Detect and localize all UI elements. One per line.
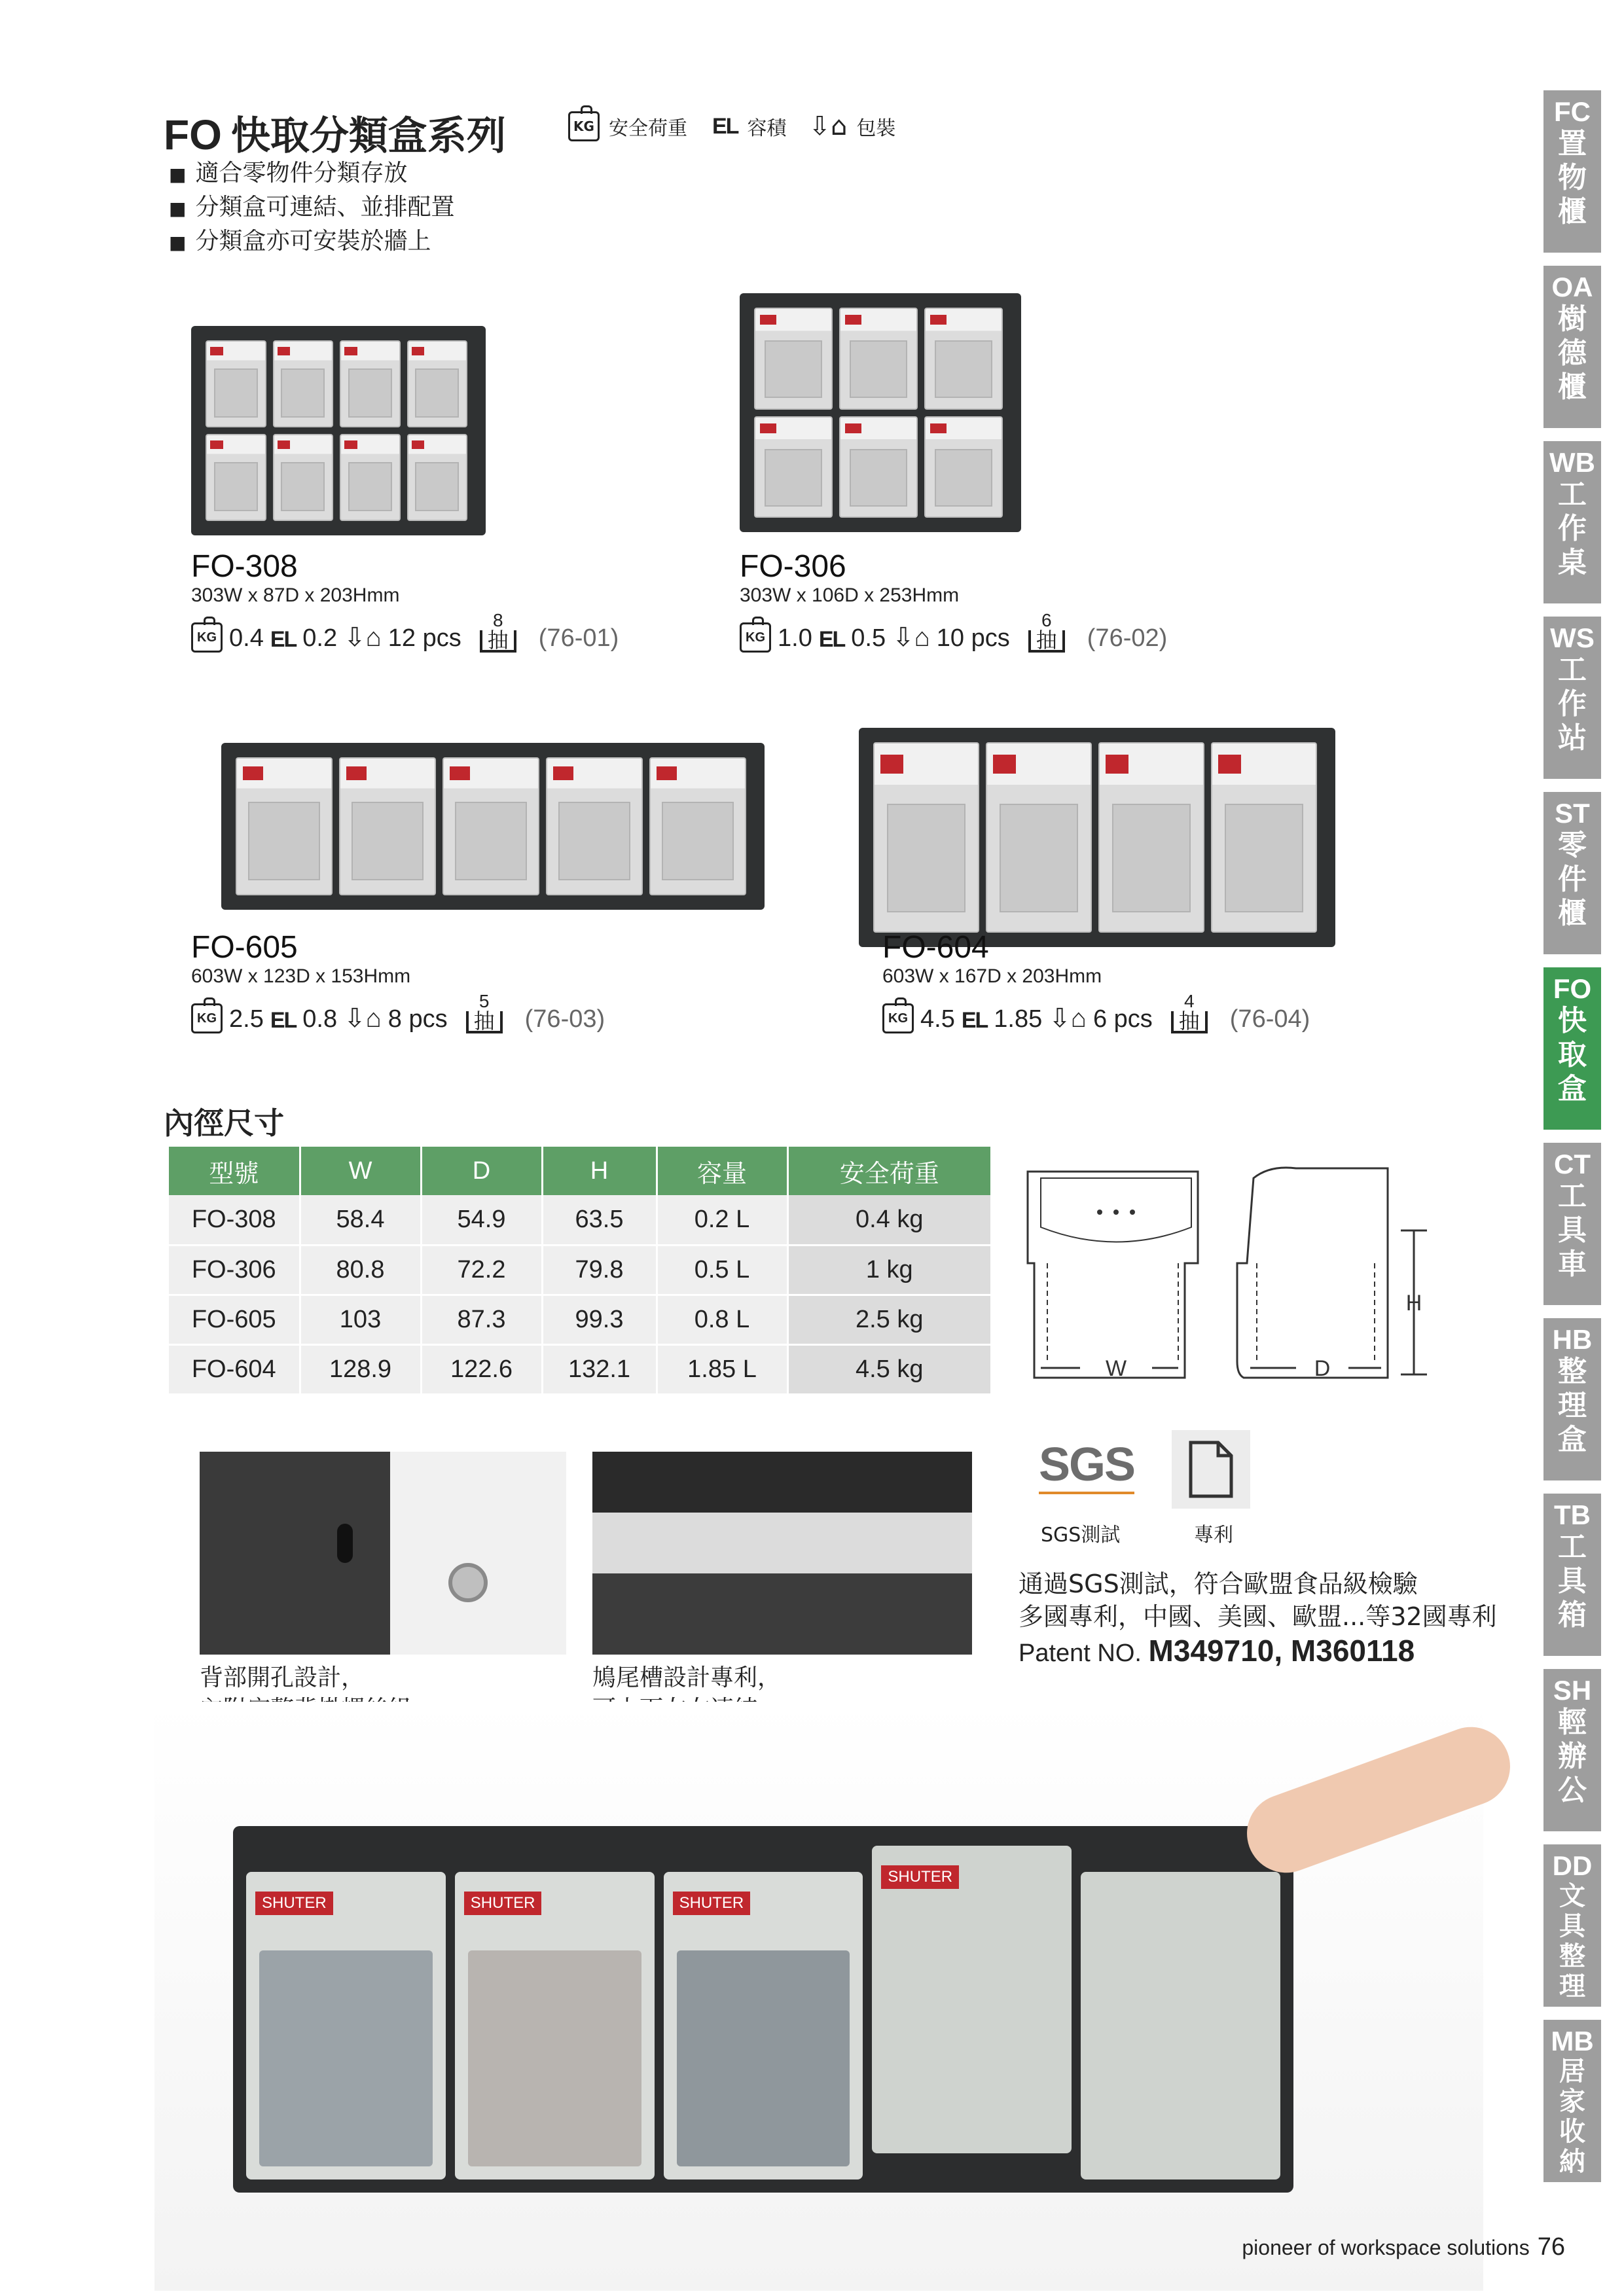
product-fo-306: [740, 548, 1167, 653]
legend-label-pack: 包裝: [856, 117, 896, 140]
tab-code: MB: [1551, 2026, 1594, 2056]
cell: 1 kg: [787, 1245, 992, 1295]
cell: FO-306: [169, 1245, 300, 1295]
tab-st[interactable]: [1543, 792, 1601, 954]
cell: 132.1: [542, 1344, 657, 1394]
spec-volume: 0.8: [302, 1005, 338, 1033]
drawer: [1211, 742, 1317, 933]
product-specs: [740, 611, 1167, 653]
screw-icon: [448, 1563, 488, 1602]
patent-numbers: [1019, 1633, 1415, 1668]
paperclips-content: [468, 1950, 641, 2166]
drawer: [407, 434, 468, 521]
cert-text-line: 通過SGS測試，符合歐盟食品級檢驗: [1019, 1570, 1418, 1598]
spec-volume: 1.85: [994, 1005, 1043, 1033]
product-model: FO-308: [191, 549, 298, 584]
diagram-label-w: W: [1105, 1356, 1127, 1381]
spec-load: 2.5: [229, 1005, 264, 1033]
series-code: FO: [164, 111, 222, 158]
spec-pack: 10 pcs: [936, 624, 1010, 652]
tab-label: 文具整理: [1559, 1881, 1585, 2001]
tab-label: 輕辦公: [1558, 1706, 1587, 1807]
tab-label: 工作站: [1558, 653, 1587, 755]
col-header: D: [421, 1147, 542, 1195]
bolts-content: [259, 1950, 433, 2166]
brand-label: SHUTER: [255, 1892, 333, 1915]
keyhole-icon: [337, 1524, 353, 1563]
sgs-label: SGS測試: [1041, 1524, 1121, 1547]
tab-code: HB: [1552, 1324, 1593, 1355]
weight-kg-icon: KG: [191, 622, 223, 653]
tab-wb[interactable]: [1543, 441, 1601, 603]
spec-pack: 12 pcs: [388, 624, 461, 652]
product-dims: 303W x 106D x 253Hmm: [740, 584, 960, 606]
page-title: [164, 105, 506, 161]
drawer-unit: 抽: [480, 630, 516, 653]
package-box-icon: ⇩⌂: [808, 111, 848, 141]
product-fo-604: [882, 929, 1310, 1033]
col-header: 安全荷重: [787, 1147, 992, 1195]
tab-label: 零件櫃: [1558, 829, 1587, 930]
spec-load: 1.0: [778, 624, 812, 652]
weight-kg-icon: KG: [882, 1003, 914, 1033]
drawer: [246, 1872, 446, 2179]
spec-volume: 0.5: [851, 624, 886, 652]
tab-fc[interactable]: [1543, 90, 1601, 253]
tab-code: TB: [1554, 1499, 1591, 1530]
spec-ref: (76-01): [538, 624, 619, 652]
drawer: [924, 308, 1003, 410]
product-image-fo-605: [221, 743, 765, 910]
drawer-unit: 抽: [466, 1011, 503, 1033]
inner-dims-title: 內徑尺寸: [164, 1105, 284, 1141]
tab-label: 工作桌: [1558, 478, 1587, 579]
col-header: 型號: [169, 1147, 300, 1195]
brand-label: SHUTER: [881, 1865, 959, 1889]
capacity-liter-icon: EL: [270, 1008, 297, 1033]
drawer: [273, 340, 334, 427]
drawer: [340, 340, 401, 427]
drawer: [442, 757, 539, 895]
drawer: [273, 434, 334, 521]
feature-item: ■ 分類盒可連結、並排配置: [169, 191, 454, 225]
drawer-unit: 抽: [1171, 1011, 1208, 1033]
drawer-open: [872, 1846, 1072, 2153]
product-fo-605: [191, 929, 605, 1033]
cell: 128.9: [300, 1344, 421, 1394]
spec-drawers: 5: [478, 991, 490, 1011]
drawer: [1098, 742, 1204, 933]
icon-legend: [568, 97, 895, 156]
product-specs: [191, 611, 619, 653]
weight-kg-icon: KG: [740, 622, 771, 653]
product-image-fo-604: [859, 728, 1335, 947]
drawer: [1081, 1872, 1280, 2179]
cell: 0.8 L: [657, 1295, 787, 1344]
spec-volume: 0.2: [302, 624, 338, 652]
drawer: [873, 742, 979, 933]
tab-label: 樹德櫃: [1558, 302, 1587, 404]
brand-label: SHUTER: [673, 1892, 751, 1915]
spec-drawers: 6: [1041, 610, 1052, 630]
tab-code: CT: [1554, 1149, 1591, 1179]
cell: 63.5: [542, 1195, 657, 1245]
dimension-diagram: [1021, 1165, 1466, 1388]
product-specs: [882, 992, 1310, 1033]
package-box-icon: ⇩⌂: [344, 1004, 382, 1033]
product-dims: 303W x 87D x 203Hmm: [191, 584, 400, 606]
product-model: FO-306: [740, 549, 846, 584]
inner-dims-table: [169, 1147, 992, 1395]
feature-item: ■ 分類盒亦可安裝於牆上: [169, 225, 454, 259]
package-box-icon: ⇩⌂: [344, 623, 382, 652]
drawer: [986, 742, 1092, 933]
legend-label-load: 安全荷重: [609, 117, 687, 140]
tab-code: FC: [1554, 96, 1591, 127]
drawer-count-icon: [480, 611, 516, 653]
legend-label-volume: 容積: [747, 117, 787, 140]
cell: 1.85 L: [657, 1344, 787, 1394]
diagram-label-h: H: [1405, 1291, 1422, 1316]
tab-label: 居家收納: [1559, 2056, 1585, 2177]
cell: 0.4 kg: [787, 1195, 992, 1245]
product-dims: 603W x 167D x 203Hmm: [882, 965, 1102, 987]
sgs-logo-icon: [1034, 1430, 1139, 1502]
table-row: [169, 1195, 992, 1245]
tab-label: 工具箱: [1558, 1530, 1587, 1632]
capacity-liter-icon: EL: [961, 1008, 988, 1033]
spec-ref: (76-02): [1087, 624, 1168, 652]
drawer-count-icon: [1171, 992, 1208, 1033]
capacity-liter-icon: EL: [818, 627, 845, 652]
weight-kg-icon: KG: [191, 1003, 223, 1033]
weight-kg-icon: KG: [568, 111, 600, 141]
patent-label: 專利: [1194, 1524, 1233, 1547]
sgs-logo-text: SGS: [1039, 1438, 1134, 1494]
photo-back-mount: [200, 1452, 566, 1655]
brand-label: SHUTER: [464, 1892, 542, 1915]
drawer-unit: 抽: [1028, 630, 1065, 653]
caption-line: 背部開孔設計，: [200, 1664, 365, 1691]
cell: 79.8: [542, 1245, 657, 1295]
drawer: [236, 757, 333, 895]
tab-code: FO: [1553, 973, 1592, 1004]
feature-list: [169, 157, 454, 259]
caption-line: 鳩尾槽設計專利，: [592, 1664, 782, 1691]
drawer: [754, 416, 833, 518]
spec-drawers: 8: [492, 610, 503, 630]
drawer-count-icon: [1028, 611, 1065, 653]
product-image-fo-306: [740, 293, 1021, 532]
product-specs: [191, 992, 605, 1033]
cell: 103: [300, 1295, 421, 1344]
product-fo-308: [191, 548, 619, 653]
cell: 2.5 kg: [787, 1295, 992, 1344]
product-model: FO-605: [191, 930, 298, 965]
cell: 0.5 L: [657, 1245, 787, 1295]
capacity-liter-icon: EL: [270, 627, 297, 652]
capacity-liter-icon: EL: [712, 113, 738, 139]
photo-dovetail: [592, 1452, 972, 1655]
product-model: FO-604: [882, 930, 989, 965]
tab-code: DD: [1552, 1850, 1593, 1881]
tab-ct[interactable]: [1543, 1143, 1601, 1305]
tab-sh[interactable]: [1543, 1669, 1601, 1831]
spec-load: 0.4: [229, 624, 264, 652]
tab-label: 整理盒: [1558, 1355, 1587, 1456]
tab-code: WS: [1550, 622, 1595, 653]
col-header: H: [542, 1147, 657, 1195]
tab-oa[interactable]: [1543, 266, 1601, 428]
table-row: [169, 1245, 992, 1295]
drawer: [754, 308, 833, 410]
spec-ref: (76-04): [1229, 1005, 1310, 1033]
spec-load: 4.5: [920, 1005, 955, 1033]
category-tabs: [1543, 90, 1601, 2195]
feature-item: ■ 適合零物件分類存放: [169, 157, 454, 191]
package-box-icon: ⇩⌂: [892, 623, 930, 652]
tab-code: OA: [1551, 272, 1593, 302]
tab-label: 快取盒: [1558, 1004, 1587, 1105]
spec-pack: 8 pcs: [388, 1005, 448, 1033]
product-dims: 603W x 123D x 153Hmm: [191, 965, 411, 987]
hand-image: [1236, 1716, 1521, 1884]
drawer: [206, 340, 266, 427]
tab-tb[interactable]: [1543, 1494, 1601, 1656]
tab-ws[interactable]: [1543, 617, 1601, 779]
patent-values: M349710, M360118: [1148, 1634, 1415, 1668]
patent-prefix: Patent NO.: [1019, 1640, 1142, 1667]
cert-description: [1019, 1568, 1497, 1633]
tab-code: SH: [1553, 1675, 1592, 1706]
tab-label: 置物櫃: [1558, 127, 1587, 228]
table-row: [169, 1344, 992, 1394]
photo-in-use: [154, 1702, 1483, 2291]
col-header: W: [300, 1147, 421, 1195]
cell: FO-308: [169, 1195, 300, 1245]
col-header: 容量: [657, 1147, 787, 1195]
cell: 122.6: [421, 1344, 542, 1394]
diagram-label-d: D: [1314, 1356, 1331, 1381]
cell: 4.5 kg: [787, 1344, 992, 1394]
screws-content: [677, 1950, 850, 2166]
tab-hb[interactable]: [1543, 1318, 1601, 1480]
organizer-unit: [233, 1826, 1293, 2193]
cell: FO-605: [169, 1295, 300, 1344]
product-image-fo-308: [191, 326, 486, 535]
drawer: [649, 757, 746, 895]
package-box-icon: ⇩⌂: [1049, 1004, 1087, 1033]
patent-document-icon: [1172, 1430, 1250, 1509]
cell: 80.8: [300, 1245, 421, 1295]
drawer: [839, 308, 918, 410]
tab-mb[interactable]: [1543, 2020, 1601, 2182]
drawer: [206, 434, 266, 521]
table-header-row: [169, 1147, 992, 1195]
page-number: 76: [1537, 2233, 1565, 2261]
drawer: [546, 757, 643, 895]
cell: 58.4: [300, 1195, 421, 1245]
cell: 54.9: [421, 1195, 542, 1245]
cell: 99.3: [542, 1295, 657, 1344]
tab-dd[interactable]: [1543, 1844, 1601, 2007]
drawer: [339, 757, 436, 895]
table-row: [169, 1295, 992, 1344]
cert-text-line: 多國專利，中國、美國、歐盟...等32國專利: [1019, 1602, 1497, 1631]
series-title: 快取分類盒系列: [230, 113, 506, 159]
footer-tagline: pioneer of workspace solutions: [1242, 2236, 1530, 2259]
drawer: [407, 340, 468, 427]
tab-code: ST: [1555, 798, 1590, 829]
spec-ref: (76-03): [524, 1005, 605, 1033]
tab-label: 工具車: [1558, 1179, 1587, 1281]
page-footer: [1242, 2233, 1565, 2261]
drawer-count-icon: [466, 992, 503, 1033]
drawer: [340, 434, 401, 521]
tab-code: WB: [1549, 447, 1595, 478]
cell: 87.3: [421, 1295, 542, 1344]
drawer: [664, 1872, 863, 2179]
cell: 0.2 L: [657, 1195, 787, 1245]
drawer: [924, 416, 1003, 518]
cell: 72.2: [421, 1245, 542, 1295]
drawer: [839, 416, 918, 518]
spec-pack: 6 pcs: [1092, 1005, 1153, 1033]
tab-fo[interactable]: [1543, 967, 1601, 1130]
cell: FO-604: [169, 1344, 300, 1394]
spec-drawers: 4: [1183, 991, 1195, 1011]
drawer: [455, 1872, 655, 2179]
